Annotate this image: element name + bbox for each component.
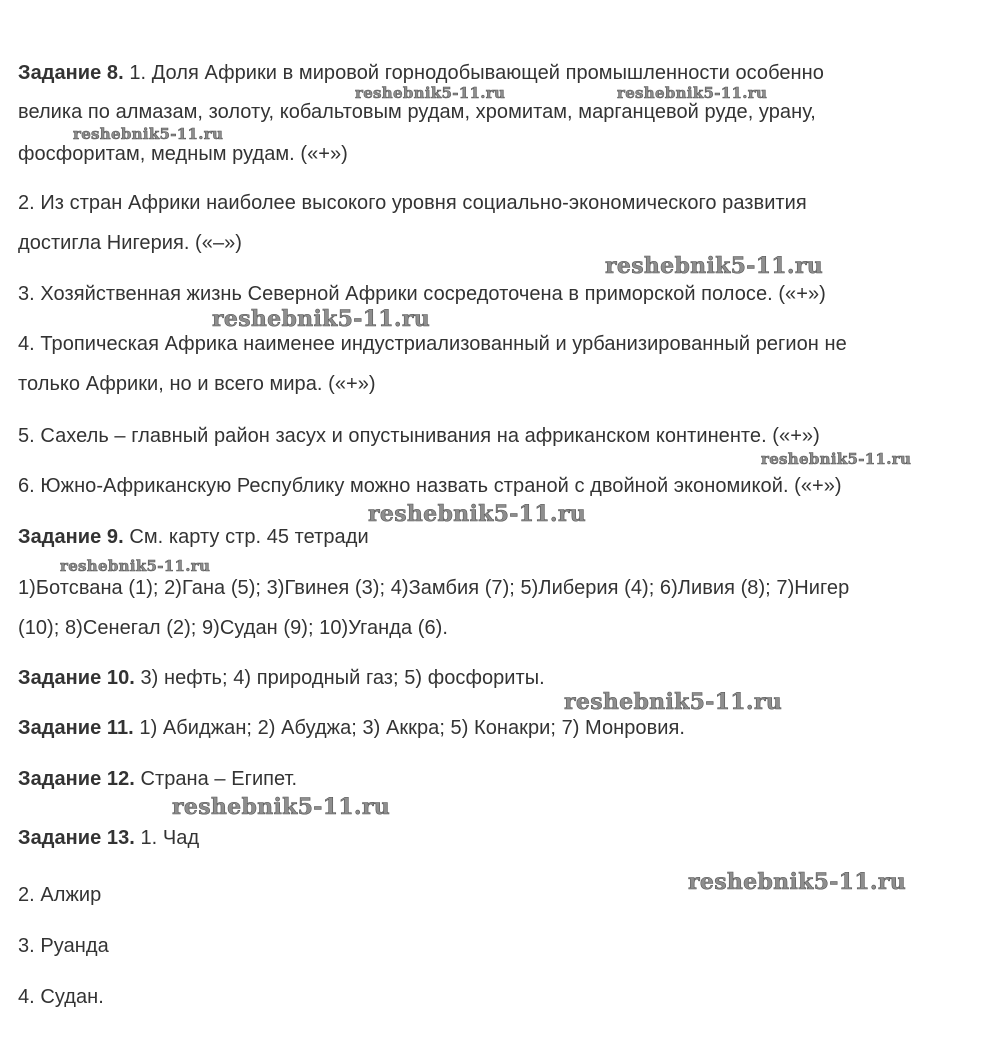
watermark-6: reshebnik5-11.ru (761, 450, 912, 468)
task9-line-1 (18, 525, 369, 549)
task8-heading: Задание 8. (18, 62, 124, 84)
task8-item2-line-2: достигла Нигерия. («–») (18, 232, 243, 254)
task8-item3: 3. Хозяйственная жизнь Северной Африки сосредоточена в приморской полосе. («+») (18, 283, 826, 305)
task8-item6: 6. Южно-Африканскую Республику можно назвать страной с двойной экономикой. («+») (18, 475, 842, 497)
task8-item4-line-1: 4. Тропическая Африка наименее индустриализованный и урбанизированный регион не (18, 333, 847, 355)
task10-text: 3) нефть; 4) природный газ; 5) фосфориты. (140, 667, 545, 689)
task9-answer-line-2: (10); 8)Сенегал (2); 9)Судан (9); 10)Уганда (6). (18, 617, 448, 639)
watermark-5: reshebnik5-11.ru (212, 306, 431, 332)
task13-item-3: 3. Руанда (18, 935, 109, 957)
task9-heading: Задание 9. (18, 526, 124, 548)
watermark-9: reshebnik5-11.ru (564, 689, 783, 715)
task13-line (18, 826, 199, 850)
task11-line (18, 716, 685, 740)
task9-answer-line-1: 1)Ботсвана (1); 2)Гана (5); 3)Гвинея (3); 4)Замбия (7); 5)Либерия (4); 6)Ливия (8); 7)Нигер (18, 577, 850, 599)
task11-heading: Задание 11. (18, 717, 134, 739)
task8-line-2: велика по алмазам, золоту, кобальтовым рудам, хромитам, марганцевой руде, урану, (18, 101, 816, 123)
task12-text: Страна – Египет. (140, 768, 298, 790)
task13-heading: Задание 13. (18, 827, 135, 849)
watermark-1: reshebnik5-11.ru (355, 84, 506, 102)
task10-heading: Задание 10. (18, 667, 135, 689)
task9-text: См. карту стр. 45 тетради (129, 526, 369, 548)
task12-line (18, 767, 297, 791)
task8-item5: 5. Сахель – главный район засух и опустынивания на африканском континенте. («+») (18, 425, 820, 447)
task13-item-1: 1. Чад (140, 827, 200, 849)
watermark-4: reshebnik5-11.ru (605, 253, 824, 279)
task8-item2-line-1: 2. Из стран Африки наиболее высокого уровня социально-экономического развития (18, 192, 807, 214)
watermark-10: reshebnik5-11.ru (172, 794, 391, 820)
watermark-7: reshebnik5-11.ru (368, 501, 587, 527)
watermark-3: reshebnik5-11.ru (73, 125, 224, 143)
task8-line-1 (18, 61, 824, 85)
task11-text: 1) Абиджан; 2) Абуджа; 3) Аккра; 5) Конакри; 7) Монровия. (139, 717, 685, 739)
task12-heading: Задание 12. (18, 768, 135, 790)
task13-item-4: 4. Судан. (18, 986, 104, 1008)
task8-text-1: 1. Доля Африки в мировой горнодобывающей промышленности особенно (129, 62, 824, 84)
task10-line (18, 666, 545, 690)
watermark-8: reshebnik5-11.ru (60, 557, 211, 575)
task8-item4-line-2: только Африки, но и всего мира. («+») (18, 373, 376, 395)
watermark-2: reshebnik5-11.ru (617, 84, 768, 102)
watermark-11: reshebnik5-11.ru (688, 869, 907, 895)
task13-item-2: 2. Алжир (18, 884, 102, 906)
task8-line-3: фосфоритам, медным рудам. («+») (18, 143, 348, 165)
